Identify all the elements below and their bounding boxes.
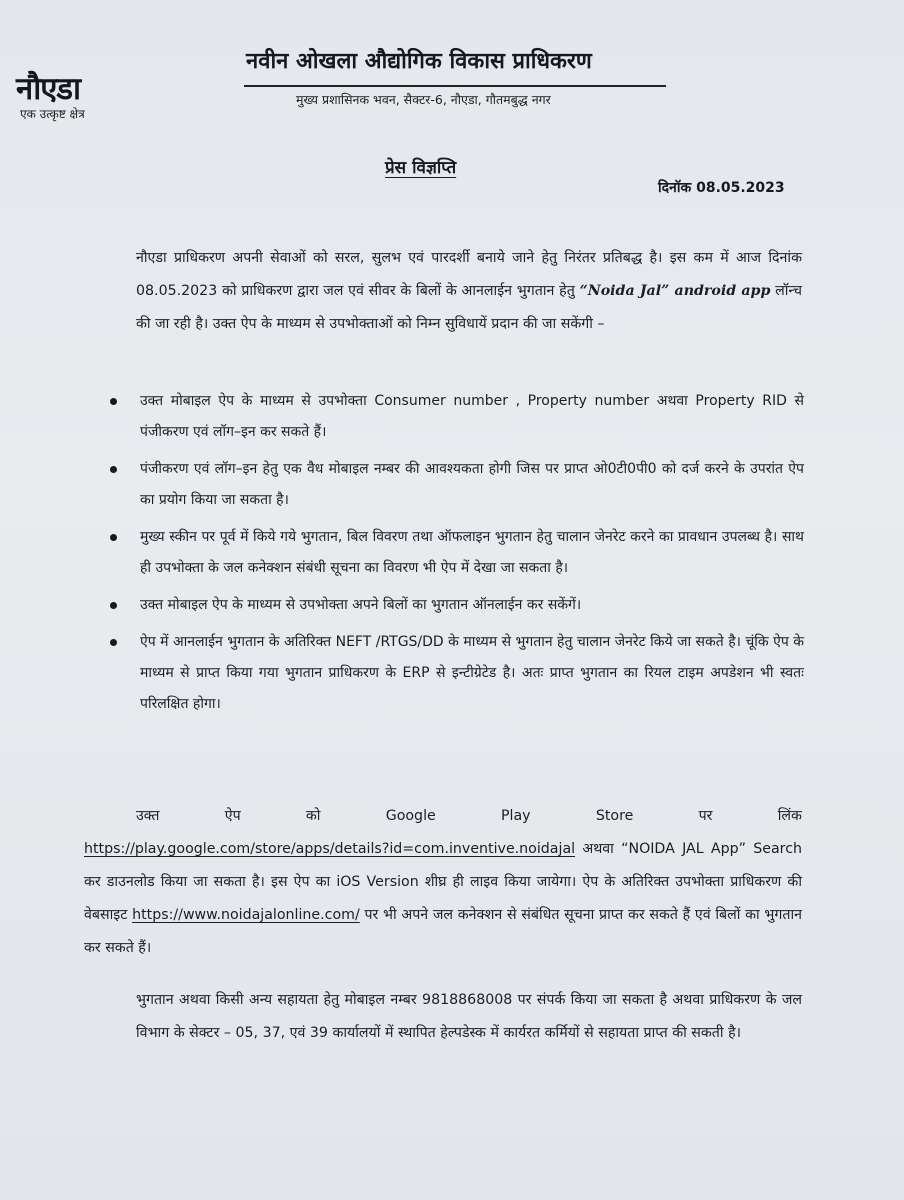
features-list: [108, 386, 804, 726]
bullet-dot-icon: [110, 602, 117, 609]
release-date: दिनॉक 08.05.2023: [658, 180, 785, 196]
bullet-dot-icon: [110, 639, 117, 646]
word: लिंक: [777, 808, 802, 824]
press-release-title: प्रेस विज्ञप्ति: [385, 158, 457, 178]
logo-tagline: एक उत्कृष्ट क्षेत्र: [20, 107, 85, 121]
header-divider: [244, 85, 666, 87]
list-item-text: उक्त मोबाइल ऐप के माध्यम से उपभोक्ता Consumer number , Property number अथवा Property RID से पंजीकरण एवं लॉग–इन कर सकते हैं।: [140, 393, 804, 440]
word: उक्त: [136, 808, 160, 824]
list-item: [108, 522, 804, 584]
play-store-link[interactable]: https://play.google.com/store/apps/details?id=com.inventive.noidajal: [84, 841, 576, 857]
list-item: [108, 454, 804, 516]
list-item-text: मुख्य स्कीन पर पूर्व में किये गये भुगतान, बिल विवरण तथा ऑफलाइन भुगतान हेतु चालान जेनरेट करने का प्रावधान उपलब्ध है। साथ ही उपभोक्ता के जल कनेक्शन संबंधी सूचना का विवरण भी ऐप में देखा जा सकता है।: [140, 529, 804, 576]
intro-text-part2: लॉन्च की जा रही है। उक्त ऐप के माध्यम से उपभोक्ताओं को निम्न सुविधायें प्रदान की जा सकेंगी –: [136, 283, 802, 332]
organization-address: मुख्य प्रशासिनक भवन, सैक्टर-6, नौएडा, गौतमबुद्ध नगर: [296, 92, 551, 107]
word: को: [305, 808, 321, 824]
list-item: [108, 386, 804, 448]
word: Store: [595, 808, 634, 824]
intro-text-part1: नौएडा प्राधिकरण अपनी सेवाओं को सरल, सुलभ एवं पारदर्शी बनाये जाने हेतु निरंतर प्रतिबद्ध है। इस कम में आज दिनांक 08.05.2023 को प्राधिकरण द्वारा जल एवं सीवर के बिलों के आनलाईन भुगतान हेतु: [136, 250, 802, 299]
word: ऐप: [224, 808, 241, 824]
noida-logo: [16, 72, 126, 122]
word: पर: [698, 808, 713, 824]
intro-paragraph: [84, 242, 802, 341]
download-text: अथवा “NOIDA JAL App” Search कर डाउनलोड किया जा सकता है। इस ऐप का iOS Version शीघ्र ही लाइव किया जायेगा। ऐप के अतिरिक्त उपभोक्ता प्राधिकरण की वेबसाइट: [84, 841, 802, 923]
download-paragraph: [84, 800, 802, 965]
website-link[interactable]: https://www.noidajalonline.com/: [132, 907, 360, 923]
app-name: “Noida Jal” android app: [579, 283, 771, 299]
bullet-dot-icon: [110, 466, 117, 473]
download-first-line: [84, 800, 802, 833]
helpdesk-paragraph: [84, 984, 802, 1050]
helpdesk-text: भुगतान अथवा किसी अन्य सहायता हेतु मोबाइल नम्बर 9818868008 पर संपर्क किया जा सकता है अथवा प्राधिकरण के जल विभाग के सेक्टर – 05, 37, एवं 39 कार्यालयों में स्थापित हेल्पडेस्क में कार्यरत कर्मियों से सहायता प्राप्त की सकती है।: [136, 992, 802, 1041]
bullet-dot-icon: [110, 398, 117, 405]
list-item-text: उक्त मोबाइल ऐप के माध्यम से उपभोक्ता अपने बिलों का भुगतान ऑनलाईन कर सकेंगें।: [140, 597, 582, 613]
website-text: पर भी अपने जल कनेक्शन से संबंधित सूचना प्राप्त कर सकते हैं एवं बिलों का भुगतान कर सकते हैं।: [84, 907, 802, 956]
list-item: [108, 590, 804, 621]
word: Play: [500, 808, 531, 824]
word: Google: [385, 808, 436, 824]
bullet-dot-icon: [110, 534, 117, 541]
organization-name: नवीन ओखला औद्योगिक विकास प्राधिकरण: [246, 49, 592, 74]
list-item: [108, 627, 804, 720]
list-item-text: पंजीकरण एवं लॉग–इन हेतु एक वैध मोबाइल नम्बर की आवश्यकता होगी जिस पर प्राप्त ओ0टी0पी0 को दर्ज करने के उपरांत ऐप का प्रयोग किया जा सकता है।: [140, 461, 804, 508]
list-item-text: ऐप में आनलाईन भुगतान के अतिरिक्त NEFT /RTGS/DD के माध्यम से भुगतान हेतु चालान जेनरेट किये जा सकते है। चूंकि ऐप के माध्यम से प्राप्त किया गया भुगतान प्राधिकरण के ERP से इन्टीग्रेटेड है। अतः प्राप्त भुगतान का रियल टाइम अपडेशन भी स्वतः परिलक्षित होगा।: [140, 634, 805, 712]
logo-wordmark: नौएडा: [16, 71, 80, 107]
